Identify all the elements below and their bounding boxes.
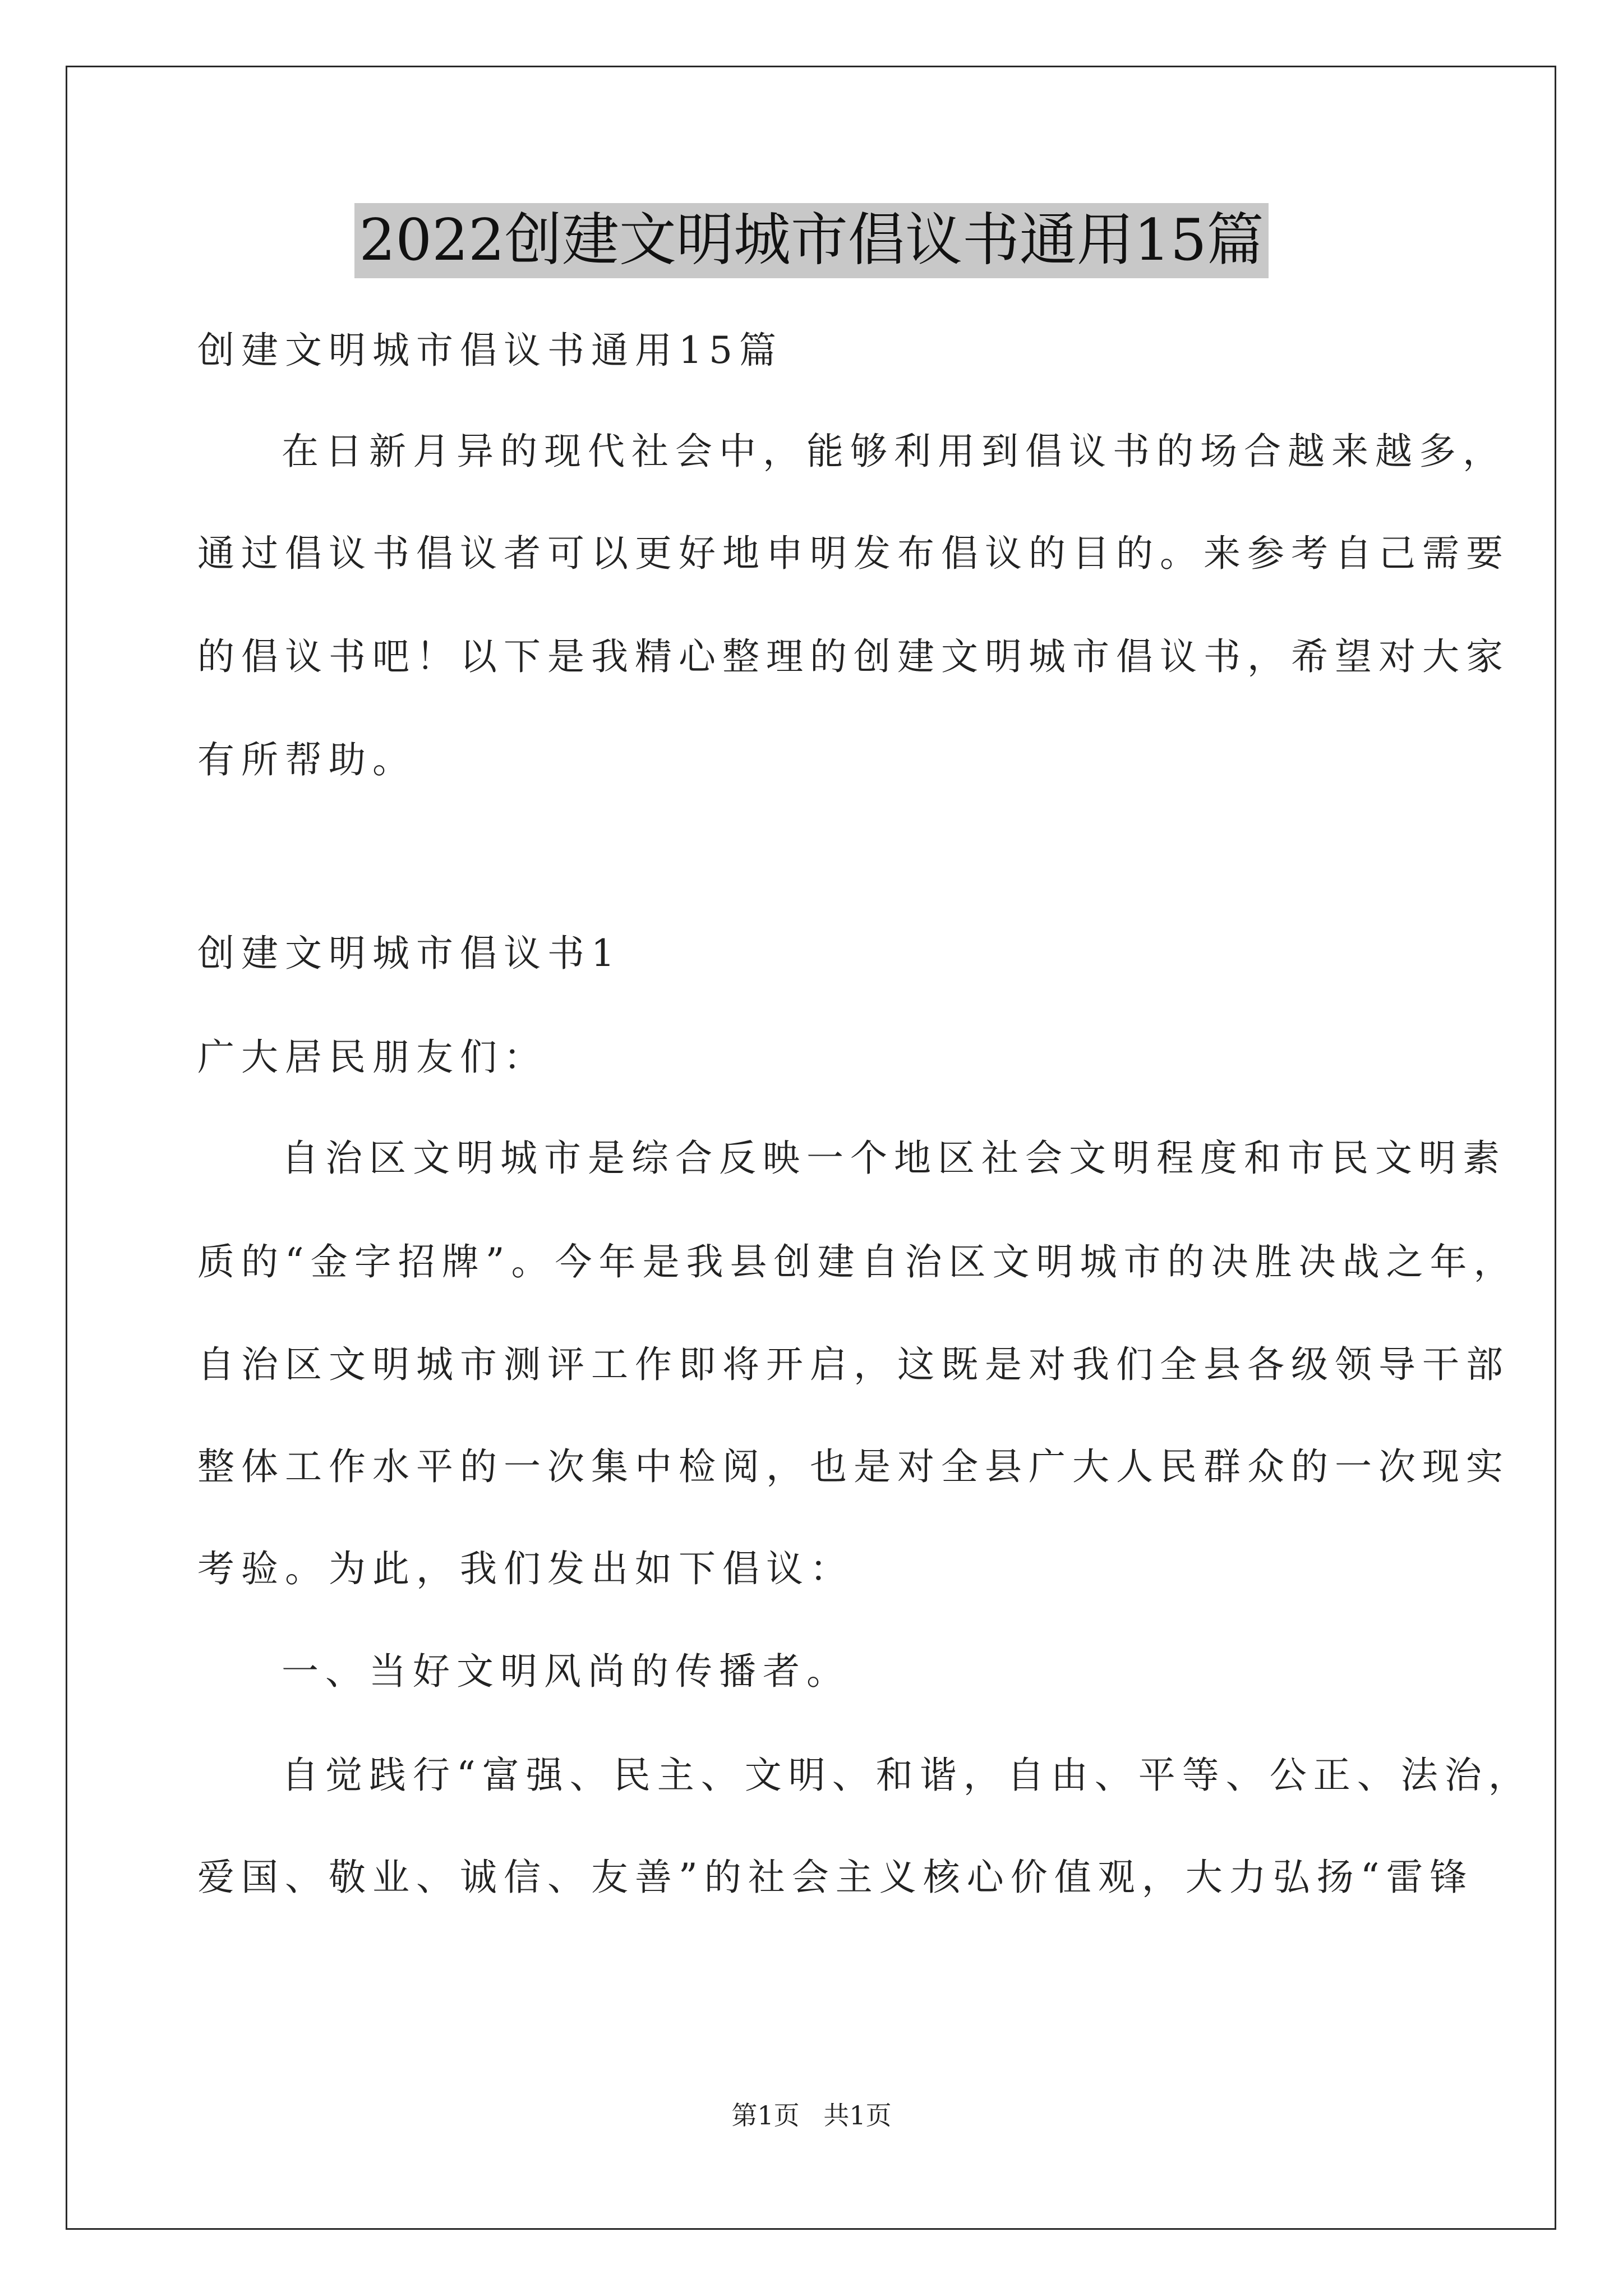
point-line: 自觉践行“富强、民主、文明、和谐，自由、平等、公正、法治， [282,1754,1532,1797]
intro-line: 在日新月异的现代社会中，能够利用到倡议书的场合越来越多， [282,430,1506,473]
intro-line: 有所帮助。 [197,738,416,781]
body-line: 自治区文明城市是综合反映一个地区社会文明程度和市民文明素 [282,1137,1506,1180]
page-number-current: 第1页 [731,2100,800,2131]
salutation: 广大居民朋友们： [197,1036,547,1079]
page-number-total: 共1页 [823,2100,892,2131]
body-line: 整体工作水平的一次集中检阅，也是对全县广大人民群众的一次现实 [197,1445,1510,1488]
point-line: 爱国、敬业、诚信、友善”的社会主义核心价值观，大力弘扬“雷锋 [197,1856,1474,1899]
subtitle: 创建文明城市倡议书通用15篇 [197,329,783,372]
body-line: 自治区文明城市测评工作即将开启，这既是对我们全县各级领导干部 [197,1343,1510,1386]
body-line: 考验。为此，我们发出如下倡议： [197,1547,854,1590]
page-footer [0,2095,1623,2132]
point-heading: 一、当好文明风尚的传播者。 [282,1650,850,1693]
body-line: 质的“金字招牌”。今年是我县创建自治区文明城市的决胜决战之年， [197,1240,1518,1283]
document-title: 2022创建文明城市倡议书通用15篇 [354,203,1268,278]
section-heading: 创建文明城市倡议书1 [197,932,621,975]
title-wrap [0,203,1623,278]
intro-line: 通过倡议书倡议者可以更好地申明发布倡议的目的。来参考自己需要 [197,532,1510,575]
intro-line: 的倡议书吧！以下是我精心整理的创建文明城市倡议书，希望对大家 [197,635,1510,678]
